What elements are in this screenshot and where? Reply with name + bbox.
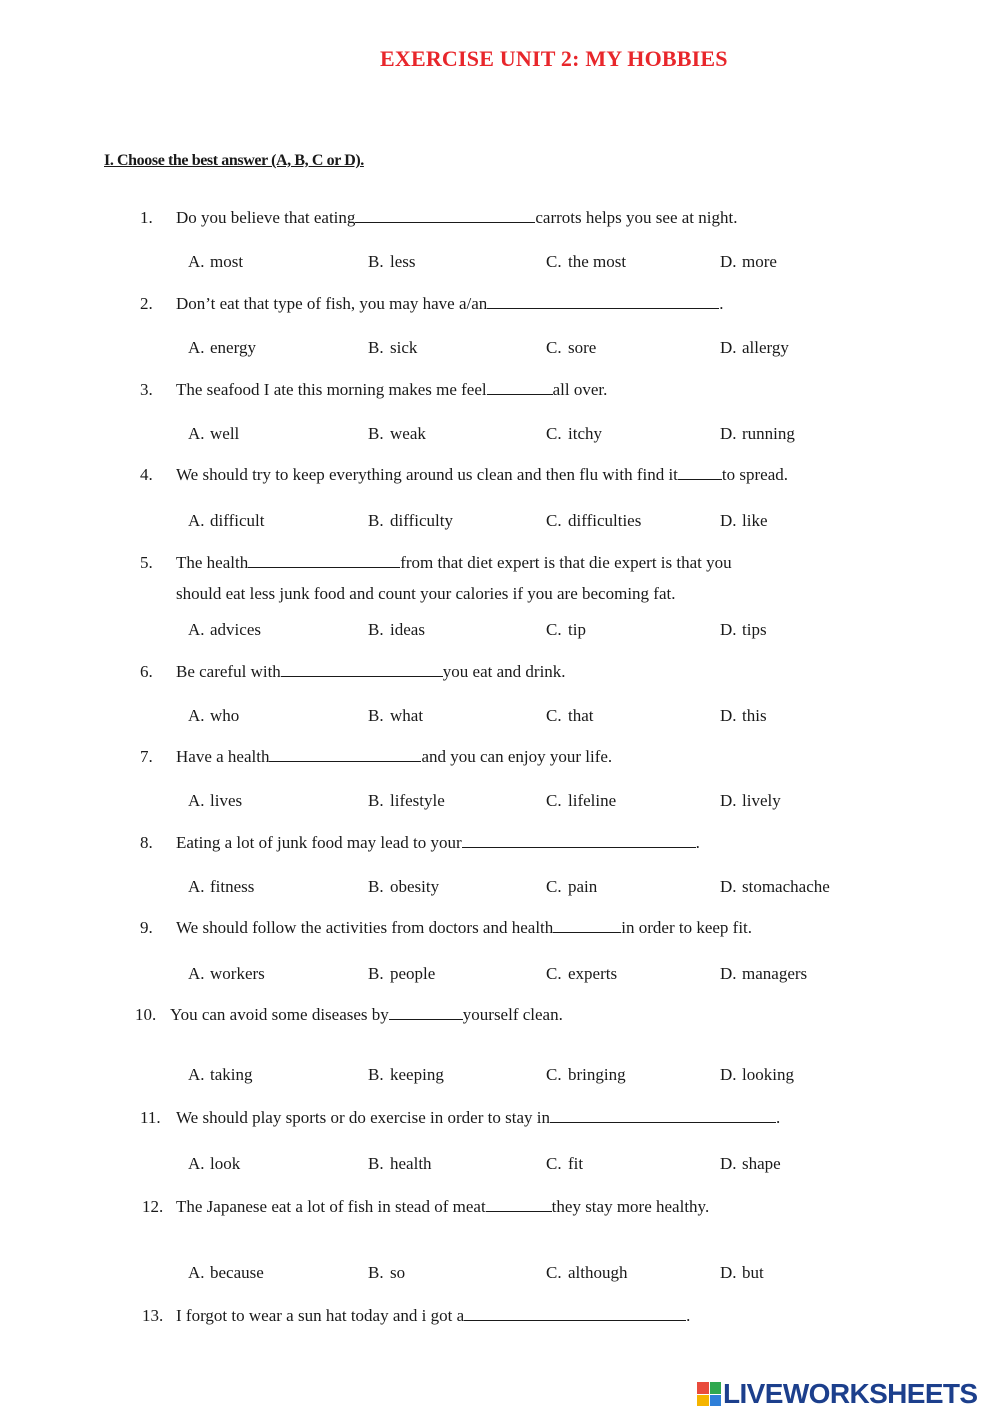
question-number: 2. bbox=[140, 294, 153, 313]
answer-blank[interactable] bbox=[464, 1306, 686, 1321]
option-text: ideas bbox=[390, 620, 425, 639]
question-text-after: to spread. bbox=[721, 465, 788, 484]
option-a[interactable] bbox=[188, 706, 239, 726]
option-text: fit bbox=[568, 1154, 584, 1173]
option-letter: D. bbox=[720, 424, 737, 443]
option-letter: B. bbox=[368, 1065, 384, 1084]
option-text: difficult bbox=[210, 511, 265, 530]
question-number: 12. bbox=[142, 1197, 164, 1216]
page-title: EXERCISE UNIT 2: MY HOBBIES bbox=[380, 46, 728, 71]
option-text: tip bbox=[568, 620, 586, 639]
question-number: 10. bbox=[135, 1005, 157, 1024]
option-b[interactable] bbox=[368, 877, 439, 897]
option-text: sick bbox=[390, 338, 418, 357]
question-text-before: Have a health bbox=[176, 747, 270, 766]
answer-blank[interactable] bbox=[355, 208, 535, 223]
question-text-before: You can avoid some diseases by bbox=[170, 1005, 389, 1024]
option-text: like bbox=[742, 511, 768, 530]
option-letter: C. bbox=[546, 424, 562, 443]
option-d[interactable] bbox=[720, 1263, 764, 1283]
logo-mark-icon bbox=[697, 1382, 721, 1406]
option-letter: A. bbox=[188, 620, 205, 639]
option-letter: D. bbox=[720, 791, 737, 810]
option-d[interactable] bbox=[720, 252, 777, 272]
question-text-line2: should eat less junk food and count your calories if you are becoming fat. bbox=[176, 584, 676, 603]
question-text-before: Eating a lot of junk food may lead to your bbox=[176, 833, 462, 852]
option-letter: C. bbox=[546, 1065, 562, 1084]
option-text: lifestyle bbox=[390, 791, 445, 810]
option-letter: B. bbox=[368, 791, 384, 810]
option-b[interactable] bbox=[368, 338, 417, 358]
option-a[interactable] bbox=[188, 252, 243, 272]
option-letter: B. bbox=[368, 511, 384, 530]
option-text: running bbox=[742, 424, 795, 443]
question-text bbox=[176, 553, 732, 573]
option-d[interactable] bbox=[720, 1154, 781, 1174]
option-d[interactable] bbox=[720, 424, 795, 444]
question-text-after: from that diet expert is that die expert is that you bbox=[400, 553, 732, 572]
option-letter: B. bbox=[368, 424, 384, 443]
question-text bbox=[170, 1005, 563, 1025]
option-letter: D. bbox=[720, 1263, 737, 1282]
option-text: tips bbox=[742, 620, 767, 639]
liveworksheets-logo bbox=[697, 1380, 978, 1408]
option-d[interactable] bbox=[720, 338, 789, 358]
option-c[interactable] bbox=[546, 338, 596, 358]
option-letter: A. bbox=[188, 706, 205, 725]
option-letter: C. bbox=[546, 338, 562, 357]
answer-blank[interactable] bbox=[389, 1005, 463, 1020]
question-number: 9. bbox=[140, 918, 153, 937]
question-text-before: The health bbox=[176, 553, 249, 572]
question-number: 13. bbox=[142, 1306, 164, 1325]
option-text: because bbox=[210, 1263, 264, 1282]
option-text: most bbox=[210, 252, 244, 271]
option-text: taking bbox=[210, 1065, 253, 1084]
option-letter: A. bbox=[188, 1154, 205, 1173]
option-text: keeping bbox=[390, 1065, 444, 1084]
option-a[interactable] bbox=[188, 424, 239, 444]
option-text: well bbox=[210, 424, 240, 443]
option-text: who bbox=[210, 706, 240, 725]
option-letter: C. bbox=[546, 620, 562, 639]
question-text-after: all over. bbox=[552, 380, 608, 399]
option-letter: A. bbox=[188, 877, 205, 896]
answer-blank[interactable] bbox=[550, 1108, 776, 1123]
option-b[interactable] bbox=[368, 424, 426, 444]
question-number: 4. bbox=[140, 465, 153, 484]
question-number: 6. bbox=[140, 662, 153, 681]
question-text bbox=[176, 1108, 780, 1128]
option-letter: C. bbox=[546, 252, 562, 271]
option-text: lives bbox=[210, 791, 243, 810]
question-number: 8. bbox=[140, 833, 153, 852]
option-letter: C. bbox=[546, 706, 562, 725]
option-text: less bbox=[390, 252, 416, 271]
answer-blank[interactable] bbox=[487, 380, 553, 395]
option-d[interactable] bbox=[720, 791, 781, 811]
option-a[interactable] bbox=[188, 620, 261, 640]
answer-blank[interactable] bbox=[553, 918, 621, 933]
option-text: look bbox=[210, 1154, 241, 1173]
option-letter: B. bbox=[368, 620, 384, 639]
option-text: lively bbox=[742, 791, 781, 810]
question-text bbox=[176, 1197, 709, 1217]
option-c[interactable] bbox=[546, 511, 641, 531]
option-d[interactable] bbox=[720, 511, 768, 531]
question-text bbox=[176, 465, 788, 485]
option-c[interactable] bbox=[546, 1263, 628, 1283]
question-text-after: . bbox=[719, 294, 724, 313]
option-b[interactable] bbox=[368, 791, 445, 811]
option-letter: A. bbox=[188, 424, 205, 443]
option-letter: A. bbox=[188, 338, 205, 357]
option-letter: B. bbox=[368, 706, 384, 725]
option-letter: C. bbox=[546, 791, 562, 810]
answer-blank[interactable] bbox=[281, 662, 443, 677]
option-letter: D. bbox=[720, 1065, 737, 1084]
option-letter: A. bbox=[188, 964, 205, 983]
option-c[interactable] bbox=[546, 706, 594, 726]
option-text: difficulties bbox=[568, 511, 642, 530]
option-text: experts bbox=[568, 964, 618, 983]
option-letter: D. bbox=[720, 964, 737, 983]
option-letter: D. bbox=[720, 338, 737, 357]
answer-blank[interactable] bbox=[486, 1197, 552, 1212]
question-text-after: yourself clean. bbox=[462, 1005, 563, 1024]
option-a[interactable] bbox=[188, 964, 265, 984]
question-number: 7. bbox=[140, 747, 153, 766]
option-d[interactable] bbox=[720, 706, 767, 726]
option-letter: A. bbox=[188, 511, 205, 530]
question-text-before: We should try to keep everything around us clean and then flu with find it bbox=[176, 465, 678, 484]
question-text-after: . bbox=[695, 833, 700, 852]
option-letter: D. bbox=[720, 1154, 737, 1173]
question-number: 1. bbox=[140, 208, 153, 227]
option-c[interactable] bbox=[546, 791, 616, 811]
option-c[interactable] bbox=[546, 252, 626, 272]
question-number: 5. bbox=[140, 553, 153, 572]
question-text bbox=[176, 662, 566, 682]
option-c[interactable] bbox=[546, 620, 586, 640]
option-c[interactable] bbox=[546, 1065, 626, 1085]
option-text: looking bbox=[742, 1065, 794, 1084]
option-letter: D. bbox=[720, 252, 737, 271]
option-a[interactable] bbox=[188, 877, 254, 897]
question-text-before: Don’t eat that type of fish, you may have a/an bbox=[176, 294, 488, 313]
option-text: advices bbox=[210, 620, 261, 639]
option-c[interactable] bbox=[546, 1154, 583, 1174]
question-text-after: and you can enjoy your life. bbox=[421, 747, 613, 766]
option-b[interactable] bbox=[368, 706, 423, 726]
question-text-after: . bbox=[775, 1108, 781, 1127]
option-text: the most bbox=[568, 252, 627, 271]
question-text bbox=[176, 918, 752, 938]
option-letter: D. bbox=[720, 620, 737, 639]
option-text: weak bbox=[390, 424, 426, 443]
option-text: shape bbox=[742, 1154, 781, 1173]
section-heading: I. Choose the best answer (A, B, C or D). bbox=[104, 152, 364, 169]
question-text bbox=[176, 747, 612, 767]
option-text: bringing bbox=[568, 1065, 626, 1084]
option-c[interactable] bbox=[546, 964, 617, 984]
option-a[interactable] bbox=[188, 1154, 240, 1174]
option-text: stomachache bbox=[742, 877, 830, 896]
option-text: what bbox=[390, 706, 424, 725]
option-b[interactable] bbox=[368, 964, 435, 984]
option-letter: A. bbox=[188, 1065, 205, 1084]
option-letter: D. bbox=[720, 511, 737, 530]
option-letter: C. bbox=[546, 1154, 562, 1173]
question-text-after: they stay more healthy. bbox=[551, 1197, 710, 1216]
logo-text: LIVEWORKSHEETS bbox=[723, 1378, 978, 1409]
option-d[interactable] bbox=[720, 1065, 794, 1085]
option-letter: B. bbox=[368, 1154, 384, 1173]
question-text-after: in order to keep fit. bbox=[621, 918, 753, 937]
option-text: obesity bbox=[390, 877, 440, 896]
option-text: allergy bbox=[742, 338, 789, 357]
option-b[interactable] bbox=[368, 1154, 432, 1174]
option-letter: A. bbox=[188, 1263, 205, 1282]
option-a[interactable] bbox=[188, 1263, 264, 1283]
option-b[interactable] bbox=[368, 620, 425, 640]
option-a[interactable] bbox=[188, 791, 242, 811]
option-b[interactable] bbox=[368, 1065, 444, 1085]
option-a[interactable] bbox=[188, 1065, 253, 1085]
option-text: workers bbox=[210, 964, 265, 983]
option-d[interactable] bbox=[720, 877, 830, 897]
option-a[interactable] bbox=[188, 511, 264, 531]
option-text: but bbox=[742, 1263, 764, 1282]
option-text: this bbox=[742, 706, 767, 725]
option-text: energy bbox=[210, 338, 256, 357]
option-text: health bbox=[390, 1154, 432, 1173]
option-text: managers bbox=[742, 964, 808, 983]
option-letter: B. bbox=[368, 252, 384, 271]
option-text: itchy bbox=[568, 424, 602, 443]
question-text bbox=[176, 833, 700, 853]
option-letter: C. bbox=[546, 511, 562, 530]
option-c[interactable] bbox=[546, 424, 602, 444]
option-text: lifeline bbox=[568, 791, 617, 810]
option-text: sore bbox=[568, 338, 597, 357]
option-a[interactable] bbox=[188, 338, 256, 358]
option-b[interactable] bbox=[368, 252, 416, 272]
question-text-before: We should follow the activities from doctors and health bbox=[176, 918, 554, 937]
option-letter: B. bbox=[368, 338, 384, 357]
option-letter: B. bbox=[368, 964, 384, 983]
question-text-before: The seafood I ate this morning makes me feel bbox=[176, 380, 487, 399]
option-b[interactable] bbox=[368, 1263, 405, 1283]
question-text bbox=[176, 208, 737, 228]
option-text: difficulty bbox=[390, 511, 453, 530]
option-text: pain bbox=[568, 877, 598, 896]
option-letter: A. bbox=[188, 791, 205, 810]
question-number: 3. bbox=[140, 380, 153, 399]
answer-blank[interactable] bbox=[678, 465, 722, 480]
option-c[interactable] bbox=[546, 877, 597, 897]
answer-blank[interactable] bbox=[462, 833, 696, 848]
option-text: although bbox=[568, 1263, 628, 1282]
question-text-before: Do you believe that eating bbox=[176, 208, 356, 227]
option-b[interactable] bbox=[368, 511, 453, 531]
answer-blank[interactable] bbox=[487, 294, 719, 309]
question-text bbox=[176, 1306, 690, 1326]
question-text-before: I forgot to wear a sun hat today and i got a bbox=[176, 1306, 465, 1325]
option-letter: A. bbox=[188, 252, 205, 271]
option-letter: C. bbox=[546, 877, 562, 896]
option-text: more bbox=[742, 252, 777, 271]
question-text-after: carrots helps you see at night. bbox=[535, 208, 738, 227]
option-text: so bbox=[390, 1263, 406, 1282]
question-text bbox=[176, 294, 724, 314]
option-letter: B. bbox=[368, 1263, 384, 1282]
option-text: people bbox=[390, 964, 436, 983]
option-letter: C. bbox=[546, 1263, 562, 1282]
option-text: that bbox=[568, 706, 594, 725]
question-text-before: Be careful with bbox=[176, 662, 281, 681]
option-letter: C. bbox=[546, 964, 562, 983]
option-d[interactable] bbox=[720, 620, 767, 640]
option-text: fitness bbox=[210, 877, 255, 896]
option-letter: D. bbox=[720, 706, 737, 725]
question-text-after: you eat and drink. bbox=[442, 662, 566, 681]
option-letter: D. bbox=[720, 877, 737, 896]
question-text-before: We should play sports or do exercise in order to stay in bbox=[176, 1108, 550, 1127]
question-text-after: . bbox=[686, 1306, 691, 1325]
question-number: 11. bbox=[140, 1108, 161, 1127]
question-text-before: The Japanese eat a lot of fish in stead of meat bbox=[176, 1197, 486, 1216]
option-d[interactable] bbox=[720, 964, 807, 984]
answer-blank[interactable] bbox=[248, 553, 400, 568]
option-letter: B. bbox=[368, 877, 384, 896]
answer-blank[interactable] bbox=[269, 747, 421, 762]
question-text bbox=[176, 380, 607, 400]
